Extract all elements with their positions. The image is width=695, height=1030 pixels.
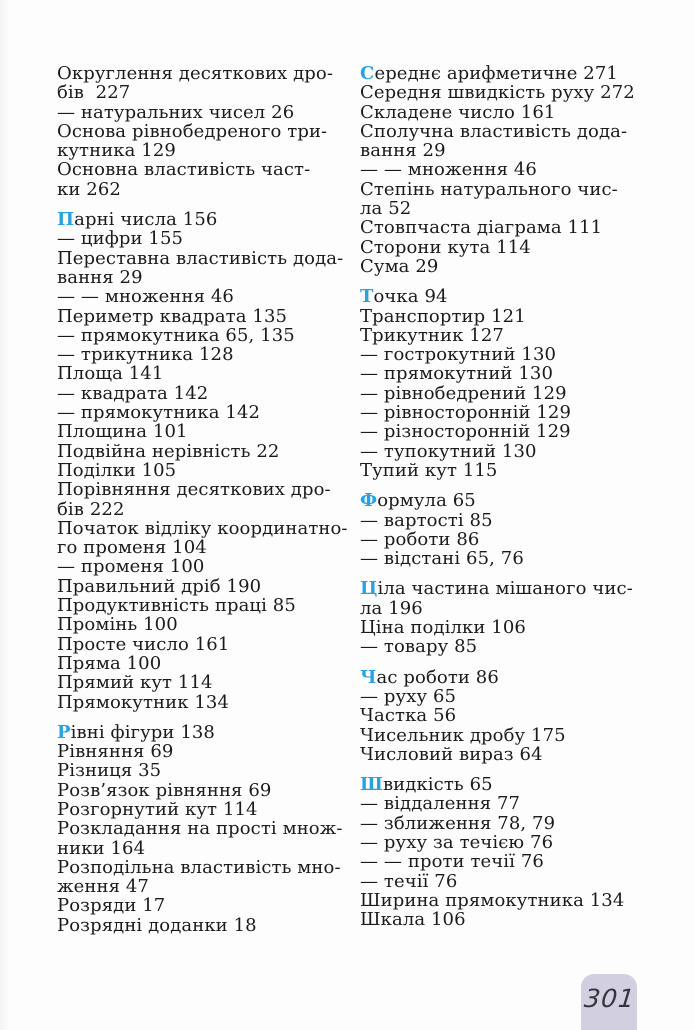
index-entry-line: Тупий кут 115 — [360, 459, 498, 481]
index-entry-line: Парні числа 156 — [57, 209, 218, 231]
index-entry-line: Площина 101 — [57, 421, 188, 443]
section-initial-letter: Р — [57, 721, 71, 743]
section-initial-letter: П — [57, 209, 75, 231]
section-initial-letter: С — [360, 63, 375, 84]
index-entry-line: — променя 100 — [57, 556, 205, 578]
index-entry-line: — прямокутний 130 — [360, 363, 554, 385]
index-entry-line: — — проти течії 76 — [360, 851, 544, 873]
index-entry-line: Формула 65 — [360, 490, 476, 512]
page-number-tab — [581, 974, 637, 1030]
index-entry-line: ники 164 — [57, 837, 146, 859]
index-entry-line: ження 47 — [57, 876, 149, 898]
section-initial-letter: Ш — [360, 774, 383, 796]
index-column-left — [57, 64, 353, 946]
index-entry-line: Початок відліку координатно- — [57, 517, 348, 539]
index-entry-line: — прямокутника 65, 135 — [57, 324, 295, 346]
index-entry-line: Продуктивність праці 85 — [57, 595, 296, 617]
index-group — [360, 668, 660, 764]
index-group — [360, 579, 660, 656]
index-entry-line: Складене число 161 — [360, 101, 556, 123]
index-entry-line: вання 29 — [360, 140, 446, 162]
index-entry-line: Розгорнутий кут 114 — [57, 798, 258, 820]
index-entry-line: Рівняння 69 — [57, 741, 174, 763]
index-entry-line: — трикутника 128 — [57, 344, 234, 366]
section-initial-letter: Ц — [360, 578, 378, 600]
index-entry-line: — прямокутника 142 — [57, 402, 261, 424]
index-entry-line: — роботи 86 — [360, 528, 480, 550]
index-entry-line: — натуральних чисел 26 — [57, 101, 295, 123]
index-entry-line: — вартості 85 — [360, 509, 493, 531]
index-entry-line: бів 222 — [57, 498, 125, 520]
index-entry-line: Транспортир 121 — [360, 305, 526, 327]
index-entry-line: вання 29 — [57, 266, 143, 288]
index-entry-line: Правильний дріб 190 — [57, 575, 262, 597]
index-entry-line: Час роботи 86 — [360, 666, 499, 688]
section-initial-letter: Ф — [360, 490, 378, 512]
index-entry-line: Поділки 105 — [57, 459, 177, 481]
index-entry-line: Стовпчаста діаграма 111 — [360, 217, 603, 239]
index-entry-line: Розрядні доданки 18 — [57, 914, 257, 936]
index-entry-line: ки 262 — [57, 178, 121, 200]
index-group — [360, 287, 660, 480]
index-entry-line: Розв’язок рівняння 69 — [57, 779, 272, 801]
index-entry-line: Точка 94 — [360, 286, 448, 308]
index-entry-line: Швидкість 65 — [360, 774, 493, 796]
index-entry-line: Прямокутник 134 — [57, 691, 230, 713]
index-group — [360, 491, 660, 568]
index-entry-line: — зближення 78, 79 — [360, 812, 556, 834]
index-entry-line: — віддалення 77 — [360, 793, 521, 815]
index-entry-line: — руху за течією 76 — [360, 831, 554, 853]
index-entry-line: Числовий вираз 64 — [360, 743, 543, 765]
index-entry-line: — тупокутний 130 — [360, 440, 537, 462]
index-entry-line: ла 52 — [360, 198, 412, 220]
index-entry-line: Сума 29 — [360, 255, 439, 277]
index-entry-line: — відстані 65, 76 — [360, 548, 524, 570]
index-group — [57, 723, 353, 935]
index-entry-line: Середнє арифметичне 271 — [360, 63, 618, 84]
index-entry-line: — гострокутний 130 — [360, 344, 557, 366]
index-group — [57, 210, 353, 712]
index-entry-line: — — множення 46 — [57, 286, 234, 308]
index-group — [57, 64, 353, 199]
index-entry-line: Трикутник 127 — [360, 324, 504, 346]
index-entry-line: Розподільна властивість мно- — [57, 856, 341, 878]
index-entry-line: Розряди 17 — [57, 895, 166, 917]
index-entry-line: Шкала 106 — [360, 909, 466, 931]
index-entry-line: Різниця 35 — [57, 760, 162, 782]
index-entry-line: Сполучна властивість дода- — [360, 120, 628, 142]
index-entry-line: Рівні фігури 138 — [57, 721, 215, 743]
index-entry-line: Округлення десяткових дро- — [57, 63, 334, 84]
index-entry-line: ла 196 — [360, 597, 423, 619]
page-number: 301 — [582, 983, 637, 1013]
index-entry-line: — різносторонній 129 — [360, 421, 571, 443]
index-entry-line: — — множення 46 — [360, 159, 537, 181]
section-initial-letter: Т — [360, 286, 374, 308]
index-entry-line: Частка 56 — [360, 705, 457, 727]
index-entry-line: — квадрата 142 — [57, 382, 209, 404]
section-initial-letter: Ч — [360, 666, 377, 688]
index-entry-line: Розкладання на прості множ- — [57, 818, 343, 840]
index-entry-line: Основа рівнобедреного три- — [57, 120, 328, 142]
index-entry-line: Периметр квадрата 135 — [57, 305, 288, 327]
index-entry-line: Площа 141 — [57, 363, 164, 385]
index-entry-line: Чисельник дробу 175 — [360, 724, 566, 746]
index-entry-line: Середня швидкість руху 272 — [360, 82, 635, 104]
index-entry-line: Ціла частина мішаного чис- — [360, 578, 633, 600]
index-entry-line: — рівнобедрений 129 — [360, 382, 567, 404]
index-entry-line: — рівносторонній 129 — [360, 402, 572, 424]
index-entry-line: Сторони кута 114 — [360, 236, 531, 258]
index-entry-line: Подвійна нерівність 22 — [57, 440, 280, 462]
index-entry-line: кутника 129 — [57, 140, 176, 162]
index-entry-line: Ширина прямокутника 134 — [360, 889, 625, 911]
index-column-right — [360, 64, 660, 940]
index-entry-line: — руху 65 — [360, 685, 457, 707]
index-entry-line: Основна властивість част- — [57, 159, 311, 181]
index-entry-line: Переставна властивість дода- — [57, 247, 344, 269]
index-group — [360, 64, 660, 276]
index-entry-line: го променя 104 — [57, 537, 207, 559]
index-entry-line: Степінь натурального чис- — [360, 178, 618, 200]
index-entry-line: Промінь 100 — [57, 614, 178, 636]
index-entry-line: Прямий кут 114 — [57, 672, 213, 694]
index-entry-line: Ціна поділки 106 — [360, 617, 526, 639]
index-group — [360, 775, 660, 929]
index-entry-line: Просте число 161 — [57, 633, 230, 655]
index-entry-line: — течії 76 — [360, 870, 458, 892]
index-entry-line: — цифри 155 — [57, 228, 184, 250]
index-entry-line: бів 227 — [57, 82, 131, 104]
index-entry-line: Порівняння десяткових дро- — [57, 479, 331, 501]
index-entry-line: — товару 85 — [360, 636, 478, 658]
index-entry-line: Пряма 100 — [57, 652, 162, 674]
